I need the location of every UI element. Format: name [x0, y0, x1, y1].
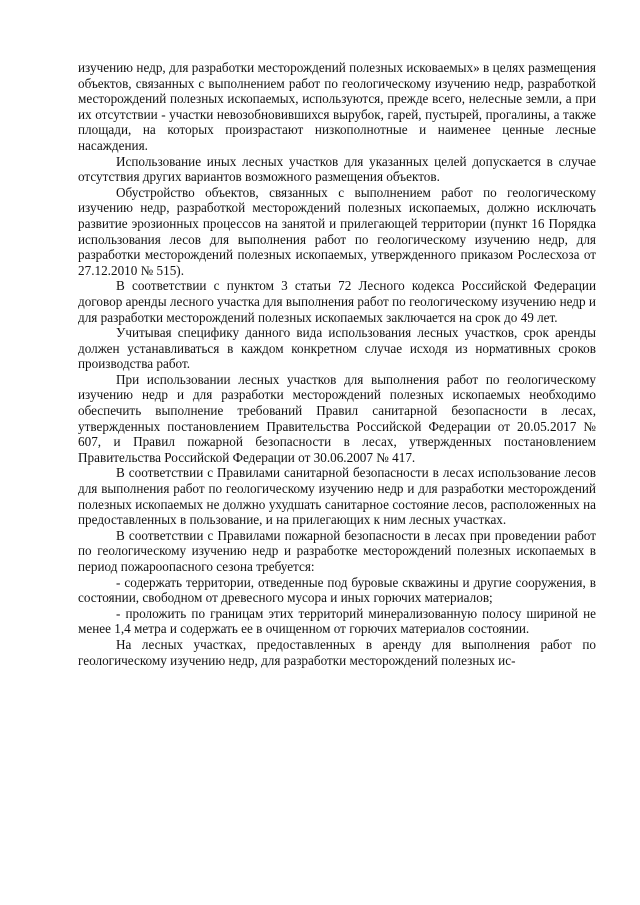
paragraph-9: На лесных участках, предоставленных в аренду для выполнения работ по геологическому изучению недр, для разработки месторождений полезных ис-: [78, 636, 596, 668]
paragraph-2: Использование иных лесных участков для указанных целей допускается в случае отсутствия других вариантов возможного размещения объектов.: [78, 153, 596, 185]
list-item-1: - содержать территории, отведенные под буровые скважины и другие сооружения, в состоянии, свободном от древесного мусора и иных горючих материалов;: [78, 574, 596, 606]
paragraph-5: Учитывая специфику данного вида использования лесных участков, срок аренды должен устанавливаться в каждом конкретном случае исходя из нормативных сроков производства работ.: [78, 325, 596, 372]
paragraph-8: В соответствии с Правилами пожарной безопасности в лесах при проведении работ по геологическому изучению недр и разработке месторождений полезных ископаемых в период пожароопасного сезона требуется:: [78, 527, 596, 574]
paragraph-4: В соответствии с пунктом 3 статьи 72 Лесного кодекса Российской Федерации договор аренды лесного участка для выполнения работ по геологическому изучению недр и для разработки месторождений полезных ископаемых заключается на срок до 49 лет.: [78, 278, 596, 325]
paragraph-3: Обустройство объектов, связанных с выполнением работ по геологическому изучению недр, разработкой месторождений полезных ископаемых, должно исключать развитие эрозионных процессов на занятой и прилегающей территории (пункт 16 Порядка использования лесов для выполнения работ по геологическому изучению недр, для разработки месторождений полезных ископаемых, утвержденного приказом Рослесхоза от 27.12.2010 № 515).: [78, 184, 596, 278]
list-item-2: - проложить по границам этих территорий минерализованную полосу шириной не менее 1,4 метра и содержать ее в очищенном от горючих материалов состоянии.: [78, 605, 596, 637]
document-page: [78, 60, 596, 668]
paragraph-6: При использовании лесных участков для выполнения работ по геологическому изучению недр и для разработки месторождений полезных ископаемых необходимо обеспечить выполнение требований Правил санитарной безопасности в лесах, утвержденных постановлением Правительства Российской Федерации от 20.05.2017 № 607, и Правил пожарной безопасности в лесах, утвержденных постановлением Правительства Российской Федерации от 30.06.2007 № 417.: [78, 371, 596, 465]
paragraph-1: изучению недр, для разработки месторождений полезных исковаемых» в целях размещения объектов, связанных с выполнением работ по геологическому изучению недр, разработкой месторождений полезных ископаемых, используются, прежде всего, нелесные земли, а при их отсутствии - участки невозобновившихся вырубок, гарей, пустырей, прогалины, а также площади, на которых произрастают низкополнотные и наименее ценные лесные насаждения.: [78, 60, 596, 153]
paragraph-7: В соответствии с Правилами санитарной безопасности в лесах использование лесов для выполнения работ по геологическому изучению недр и для разработки месторождений полезных ископаемых не должно ухудшать санитарное состояние лесов, расположенных на предоставленных в пользование, и на прилегающих к ним лесных участках.: [78, 465, 596, 528]
